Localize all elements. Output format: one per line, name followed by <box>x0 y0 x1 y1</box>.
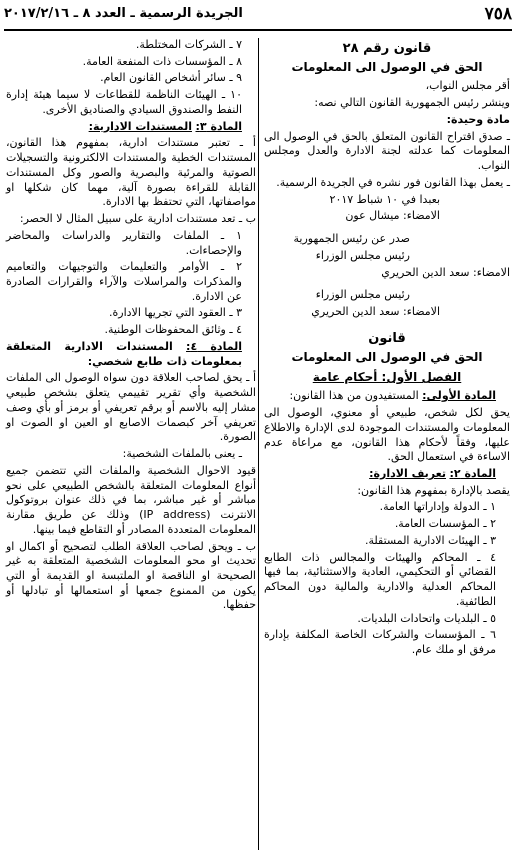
law-subtitle: الحق في الوصول الى المعلومات <box>291 60 483 75</box>
page-header <box>4 2 512 26</box>
article-2-item: ١ ـ الدولة وإداراتها العامة. <box>379 500 496 514</box>
issued-by: صدر عن رئيس الجمهورية <box>293 232 410 246</box>
signature-pm-1: الامضاء: سعد الدين الحريري <box>381 265 510 279</box>
law-title: قانون رقم ٢٨ <box>342 41 432 56</box>
article-4-label: المادة ٤: <box>186 339 242 353</box>
article-3-para-b: ب ـ تعد مستندات ادارية على سبيل المثال لا الحصر: <box>19 212 256 226</box>
effect-paragraph: ـ يعمل بهذا القانون فور نشره في الجريدة الرسمية. <box>276 175 510 189</box>
promulgates-line: وينشر رئيس الجمهورية القانون التالي نصه: <box>314 96 510 110</box>
article-4-means: ـ يعنى بالملفات الشخصية: <box>122 447 242 461</box>
column-divider <box>258 38 259 850</box>
article-4-para-b: ب ـ ويحق لصاحب العلاقة الطلب لتصحيح أو اكمال او تحديث او محو المعلومات الشخصية المتعلقة به غير الصحيحة او الناقصة او الملتبسة او القديمة أو التي يكون من الممنوع جمعها أو استعمالها أو تبادلها أو حفظها. <box>6 539 256 612</box>
article-1-label: المادة الأولى: <box>422 389 496 403</box>
article-2-item: ٨ ـ المؤسسات ذات المنفعة العامة. <box>82 54 242 68</box>
single-article-heading: مادة وحيدة: <box>446 112 510 126</box>
article-2-intro: يقصد بالإدارة بمفهوم هذا القانون: <box>357 483 510 497</box>
right-column <box>264 38 510 660</box>
chapter-one-heading: الفصل الأول: أحكام عامة <box>312 370 462 385</box>
article-4-para-a: أ ـ يحق لصاحب العلاقة دون سواه الوصول الى الملفات الشخصية وأي تقرير تقييمي يتعلق بشخص طبيعي مشار إليه بالاسم أو برقم تعريفي أو برمز أو بأي وصف تعريفي آخر كبصمات الاصابع او العين او الصوت او الصورة. <box>6 371 256 444</box>
article-2-item: ٢ ـ المؤسسات العامة. <box>394 517 496 531</box>
article-2-item: ٤ ـ المحاكم والهيئات والمجالس ذات الطابع القضائي أو التحكيمي، العادية والاستثنائية، بما فيها المحاكم العدلية والادارية والمالية دون المحاكم الطائفية. <box>264 550 496 608</box>
article-1-body: يحق لكل شخص، طبيعي أو معنوي، الوصول الى المعلومات والمستندات الموجودة لدى الإدارة والاطلاع عليها، وفقاً لأحكام هذا القانون، مع مراعاة عدم الاساءة في استعمال الحق. <box>264 406 510 464</box>
pm-title-2: رئيس مجلس الوزراء <box>315 288 410 302</box>
article-2-item: ١٠ ـ الهيئات الناظمة للقطاعات لا سيما هيئة إدارة النفط والصندوق السيادي والصناديق الأخرى. <box>6 88 242 116</box>
page-number: ٧٥٨ <box>484 3 512 24</box>
article-3-item: ٢ ـ الأوامر والتعليمات والتوجيهات والتعاميم والمذكرات والمراسلات والآراء والقرارات الصادرة عن الادارة. <box>6 260 242 303</box>
left-column <box>6 38 256 615</box>
article-2-item: ٩ ـ سائر أشخاص القانون العام. <box>100 71 242 85</box>
pm-title-1: رئيس مجلس الوزراء <box>315 248 410 262</box>
article-3-item: ١ ـ الملفات والتقارير والدراسات والمحاضر والإحصاءات. <box>6 228 242 257</box>
article-1-title: المستفيدون من هذا القانون: <box>289 389 419 403</box>
adopted-line: أقر مجلس النواب، <box>425 79 510 93</box>
signature-pm-2: الامضاء: سعد الدين الحريري <box>311 305 440 319</box>
article-2-item: ٦ ـ المؤسسات والشركات الخاصة المكلفة بإدارة مرفق او ملك عام. <box>264 628 496 657</box>
article-3-item: ٤ ـ وثائق المحفوظات الوطنية. <box>104 323 242 337</box>
header-rule <box>4 29 512 31</box>
article-3-label: المادة ٣: <box>195 119 242 133</box>
article-2-item: ٣ ـ الهيئات الادارية المستقلة. <box>364 533 496 547</box>
article-4-definition: قيود الاحوال الشخصية والملفات التي تتضمن جميع أنواع المعلومات المتعلقة بالشخص الطبيعي على نحو مباشر أو غير مباشر، بما في ذلك عنوان بروتوكول الانترنت (IP address) وذلك عن طريق مقارنة المعلومات المتعددة المصادر أو التقاطع فيما بينها. <box>6 463 256 536</box>
article-2-title: تعريف الادارة: <box>369 467 446 480</box>
article-4-title: المستندات الادارية المتعلقة بمعلومات ذات طابع شخصي: <box>6 339 242 368</box>
article-2-label: المادة ٢: <box>449 467 496 480</box>
article-3-title: المستندات الادارية: <box>88 119 192 133</box>
approval-paragraph: ـ صدق اقتراح القانون المتعلق بالحق في الوصول الى المعلومات كما عدلته لجنة الادارة والعدل ومجلس النواب. <box>264 129 510 173</box>
law2-title: قانون <box>368 330 406 346</box>
article-3-item: ٣ ـ العقود التي تجريها الادارة. <box>109 306 242 320</box>
article-2-item: ٧ ـ الشركات المختلطة. <box>135 38 242 51</box>
article-3-para-a: أ ـ تعتبر مستندات ادارية، بمفهوم هذا القانون، المستندات الخطية والمستندات الالكترونية والتسجيلات الصوتية والمرئية والبصرية والصور وكل المستندات القابلة للقراءة بصورة آلية، مهما كان شكلها او مواصفاتها، التي تحتفظ بها الادارة. <box>6 136 256 209</box>
signing-date: بعبدا في ١٠ شباط ٢٠١٧ <box>329 192 440 206</box>
gazette-title: الجريدة الرسمية ـ العدد ٨ ـ ٢٠١٧/٢/١٦ <box>4 6 243 22</box>
article-2-item: ٥ ـ البلديات واتحادات البلديات. <box>357 611 496 625</box>
law2-subtitle: الحق في الوصول الى المعلومات <box>291 350 483 365</box>
signature-president: الامضاء: ميشال عون <box>345 209 440 223</box>
